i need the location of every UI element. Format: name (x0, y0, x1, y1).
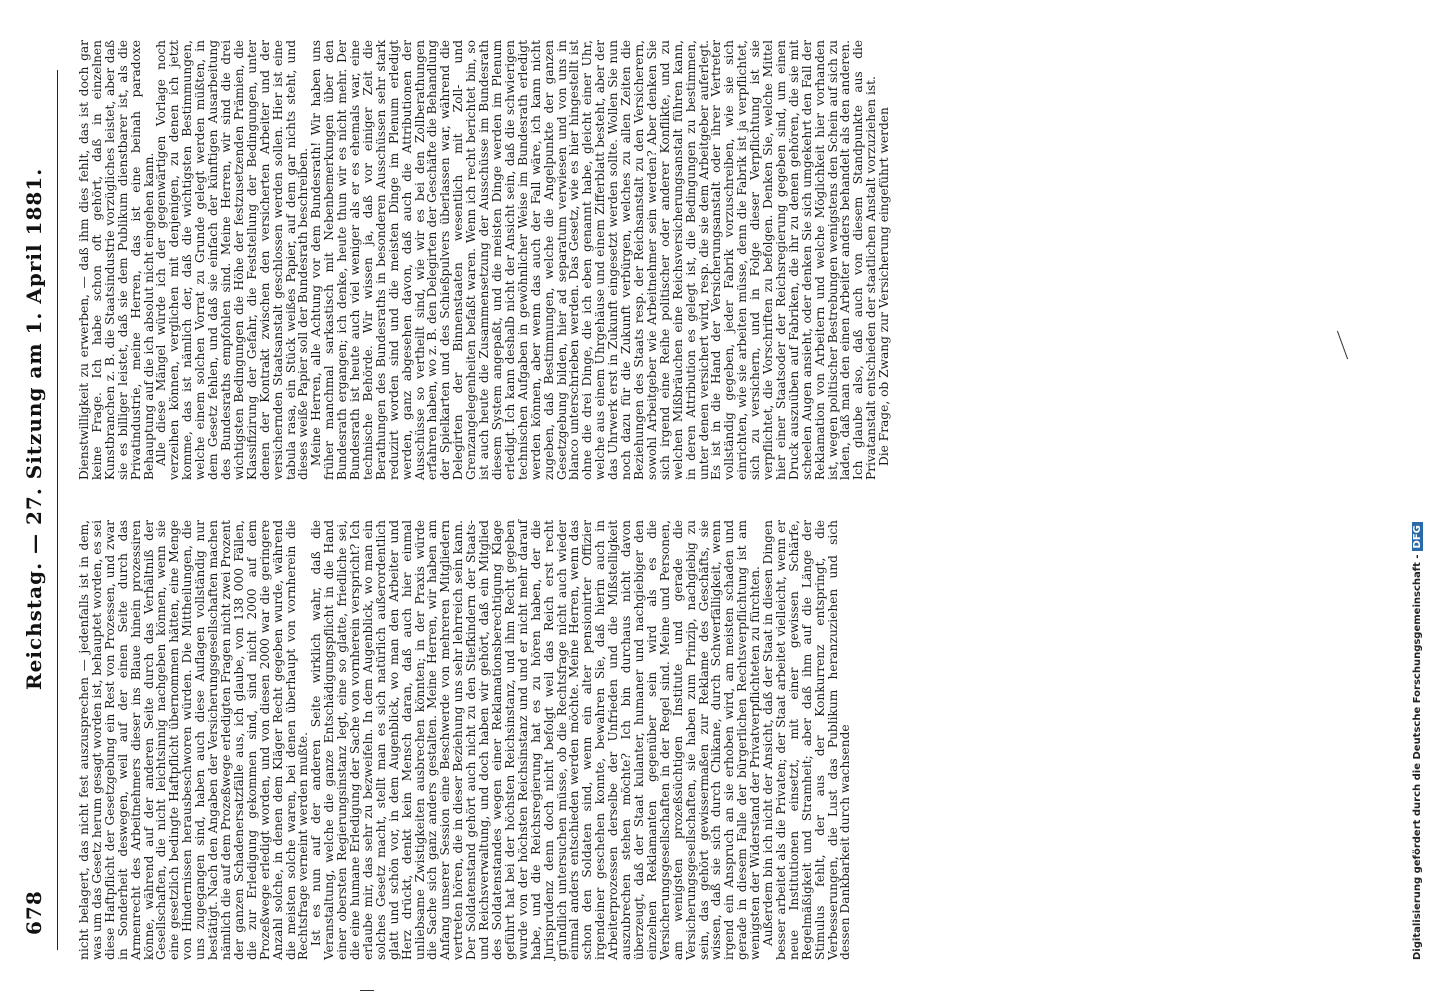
paragraph: Außerdem bin ich nicht der Ansicht, daß der Staat in diesen Dingen besser arbeitet als die Privaten; der Staat arbeitet vielleicht, wenn er neue Institutionen einsetzt, mit einer gewissen Schärfe, Regelmäßigkeit und Stramheit; aber daß ihm auf die Länge der Stimulus fehlt, der aus der Konkurrenz entspringt, die Verbesserungen, die Lust das Publikum heranzuziehen und sich dessen Dankbarkeit durch wachsende (761, 520, 853, 960)
scan-mark (360, 990, 374, 991)
digitization-credit (1412, 60, 1423, 960)
paragraph: Die Frage, ob Zwang zur Versicherung eingeführt werden (877, 107, 892, 466)
credit-text: Digitalisierung gefördert durch die Deutsche Forschungsgemeinschaft - (1412, 554, 1423, 960)
text-column-right (78, 40, 891, 480)
text-column-left (78, 520, 852, 960)
paragraph: Ist es nun auf der anderen Seite wirklich wahr, daß die Veranstaltung, welche die ganze Entschädigungspflicht in die Hand einer obersten Regierungsinstanz legt, eine so glatte, friedliche sei, die eine humane Erledigung der Sache von vornherein verspricht? Ich erlaube mir, das sehr zu bezweifeln. In dem Augenblick, wo man ein solches Gesetz macht, stellt man es sich natürlich außerordentlich glatt und schön vor, in dem Augenblick, wo man den Arbeiter und Herz drückt, denkt kein Mensch daran, daß auch hier einmal unliebsame Zwistigkeiten ausbrechen könnten; in der Praxis würde die Sache sich ganz anders gestalten. Meine Herren, wir haben am Anfang unserer Session eine Beschwerde von mehreren Mitgliedern vertreten hören, die in dieser Beziehung uns sehr lehrreich sein kann. Der Soldatenstand gehört auch nicht zu den Stiefkindern der Staats- und Reichsverwaltung, und doch haben wir gehört, daß ein Mitglied des Soldatenstandes wegen einer Reklamationsberechtigung Klage geführt hat bei der höchsten Reichsinstanz, und ihm Recht gegeben wurde von der höchsten Reichsinstanz und und er nicht mehr darauf habe, und die Reichsregierung hat es zu hören haben, der die Jurisprudenz denn doch nicht befolgt weil das Reich erst recht gründlich untersuchen müsse, ob die Rechtsfrage nicht auch wieder einmal anders entschieden werden möchte. Meine Herren, wenn das schon den Soldaten sind, wenn ein alter pensionirter Offizier irgendeiner geschehen konnte, bewahren Sie, daß hierin auch in Arbeiterprozessen derselbe der Unfrieden und die Mißstelligkeit auszubrechen stehen möchte? Ich bin durchaus nicht davon überzeugt, daß der Staat kulanter, humaner und nachgiebiger den einzelnen Reklamanten gegenüber sein wird als es die Versicherungsgesellschaften in der Regel sind. Meine und Personen, am wenigsten prozeßsüchtigen Institute und gerade die Versicherungsgesellschaften, sie haben zum Prinzip, nachgiebig zu sein, das gehört gewissermaßen zur Reklame des Geschäfts, sie wissen, daß sie sich durch Chikane, durch Schwerfälligkeit, wenn irgend ein Anspruch an sie erhoben wird, am meisten schaden und gerade in diesem Falle der bürgerlichen Rechtsverpflichtung ist am wenigsten der Widerstand der Privatverpflichteten zu fürchten. (309, 520, 763, 960)
paragraph: nicht belagert, das nicht fest auszusprechen — jedenfalls ist in dem, was um das Gesetz herum gesagt worden ist, behauptet worden, es sei diese Haftpflicht der Gesetzgebung ein Rest von Prozessen, und zwar in Sonderheit deswegen, weil auf der einen Seite durch das Armenrecht des Arbeitnehmers dieser ins Blaue hinein prozessiren könne, während auf der anderen Seite durch das Verhältniß der Gesellschaften, die nicht leichtsinnig nachgeben können, wenn sie eine gesetzlich bedingte Haftpflicht übernommen hätten, eine Menge von Hindernissen herausbeschworen würden. Die Mittheilungen, die uns zugegangen sind, haben auch diese Auflagen vollständig nur bestätigt. Nach den Angaben der Versicherungsgesellschaften machen nämlich die auf dem Prozeßwege erledigten Fragen nicht zwei Prozent der ganzen Schadenersatzfälle aus, ich glaube, von 138 000 Fällen, die zur Erledigung gekommen sind, sind nicht 2000 auf dem Prozeßwege erledigt worden, und von diesen 2000 war die geringere Anzahl solche, in denen dem Kläger Recht gegeben wurde, während die meisten solche waren, bei denen überhaupt von vornherein die Rechtsfrage verneint werden mußte. (77, 520, 311, 960)
running-title: Reichstag. — 27. Sitzung am 1. April 1881. (22, 167, 46, 690)
dfg-logo: DFG (1412, 522, 1423, 551)
header-rule (57, 70, 58, 950)
page-number: 678 (22, 890, 46, 935)
paragraph: Dienstwilligkeit zu erwerben, — daß ihm dies fehlt, das ist doch gar keine Frage. Ich habe schon oft gehört, daß in einzelnen Kunstbranchen z. B. die Staatsindustrie vorzügliches leistet, aber daß sie es billiger leistet, daß sie dem Publikum dienstbarer ist, als die Privatindustrie, meine Herren, das ist eine beinah paradoxe Behauptung auf die ich absolut nicht eingehen kann. (77, 40, 156, 480)
paragraph: Alle diese Mängel würde ich der gegenwärtigen Vorlage noch verzeihen können, verglichen mit denjenigen, zu denen ich jetzt komme, das ist nämlich der, daß die wichtigsten Bestimmungen, welche einem solchen Vorrat zu Grunde gelegt werden müßten, in dem Gesetz fehlen, und daß sie einfach der künftigen Ausarbeitung des Bundesraths empfohlen sind. Meine Herren, wir sind die drei wichtigsten Bedingungen die Höhe der festzusetzenden Prämien, die Klassifizirung der Gefahr, die Feststellung der Bedingungen, unter denen der Kontrakt zwischen den versicherten Arbeiter und der versichernden Staatsanstalt geschlossen werden sollen. Hier ist eine tabula rasa, ein Stück weißes Papier, auf dem gar nichts steht, und dieses weiße Papier soll der Bundesrath beschreiben. (154, 40, 311, 480)
paragraph: Meine Herren, alle Achtung vor dem Bundesrath! Wir haben uns früher manchmal sarkastisch mit Nebenbemerkungen über den Bundesrath ergangen; ich denke, heute thun wir es nicht mehr. Der Bundesrath ist heute auch viel weniger als er es ehemals war, eine technische Behörde. Wir wissen ja, daß vor einiger Zeit die Berathungen des Bundesraths in besonderen Ausschüssen sehr stark reduzirt worden sind und die meisten Dinge im Plenum erledigt werden, ganz abgesehen davon, daß auch die Attributionen der Ausschüsse so vertheilt sind, wie wir es bei den Zollberathungen erfahren haben, wo z. B. den Delegirten der Geschäfte die Behandlung der Spielkarten und des Schießpulvers überlassen war, während die Delegirten der Binnenstaaten wesentlich mit Zoll- und Grenzangelegenheiten befaßt waren. Wenn ich recht berichtet bin, so ist auch heute die Zusammensetzung der Ausschüsse im Bundesrath diesem System angepaßt, und die meisten Dinge werden im Plenum erledigt. Ich kann deshalb nicht der Ansicht sein, daß die schwierigen technischen Aufgaben in gewöhnlicher Weise im Bundesrath erledigt werden können, aber wenn das auch der Fall wäre, ich kann nicht zugeben, daß Bestimmungen, welche die Angelpunkte der ganzen Gesetzgebung bilden, hier ad separatum verwiesen und von uns in blanco unterschrieben werden. Das Gesetz, wie es hier hingestellt ist ohne die drei Dinge, die ich eben genannt habe, gleicht einer Uhr, welche aus einem Uhrgehäuse und einem Zifferblatt besteht, aber der das Uhrwerk erst in Zukunft eingesetzt werden sollte. Wollen Sie nun noch dazu für die Zukunft verbürgen, welches zu allen Zeiten die Beziehungen des Staats resp. der Reichsanstalt zu den Versicherern, sowohl Arbeitgeber wie Arbeitnehmer sein werden? Aber denken Sie sich irgend eine Reihe politischer oder anderer Konflikte, und zu welchen Mißbräuchen eine Reichsversicherungsanstalt führen kann, in deren Attribution es gelegt ist, die Bedingungen zu bestimmen, unter denen versichert wird, resp. die sie dem Arbeitgeber auferlegt. Es ist in die Hand der Versicherungsanstalt oder ihrer Vertreter vollständig gegeben, jeder Fabrik vorzuschreiben, wie sie sich einrichten, wie sie arbeiten müsse, denn die Fabrik ist ja verpflichtet, sich zu versichern, und in Folge dieser Verpflichtung ist sie verpflichtet, die Vorschriften zu befolgen. Denken Sie, welche Mittel hier einer Staatsoder der Reichsregierung gegeben sind, um einen Druck auszuüben auf Fabriken, die ihr zu denen gehören, die sie mit scheelen Augen ansieht, oder denken Sie sich umgekehrt den Fall der Reklamation von Arbeitern und welche Möglichkeit hier vorhanden ist, wegen politischer Bestrebungen wenigstens den Schein auf sich zu laden, daß man den einen Arbeiter anders behandelt als den anderen. Ich glaube also, daß auch von diesem Standpunkte aus die Privatanstalt entschieden der staatlichen Anstalt vorzuziehen ist. (309, 40, 879, 480)
scan-mark (1337, 331, 1348, 360)
